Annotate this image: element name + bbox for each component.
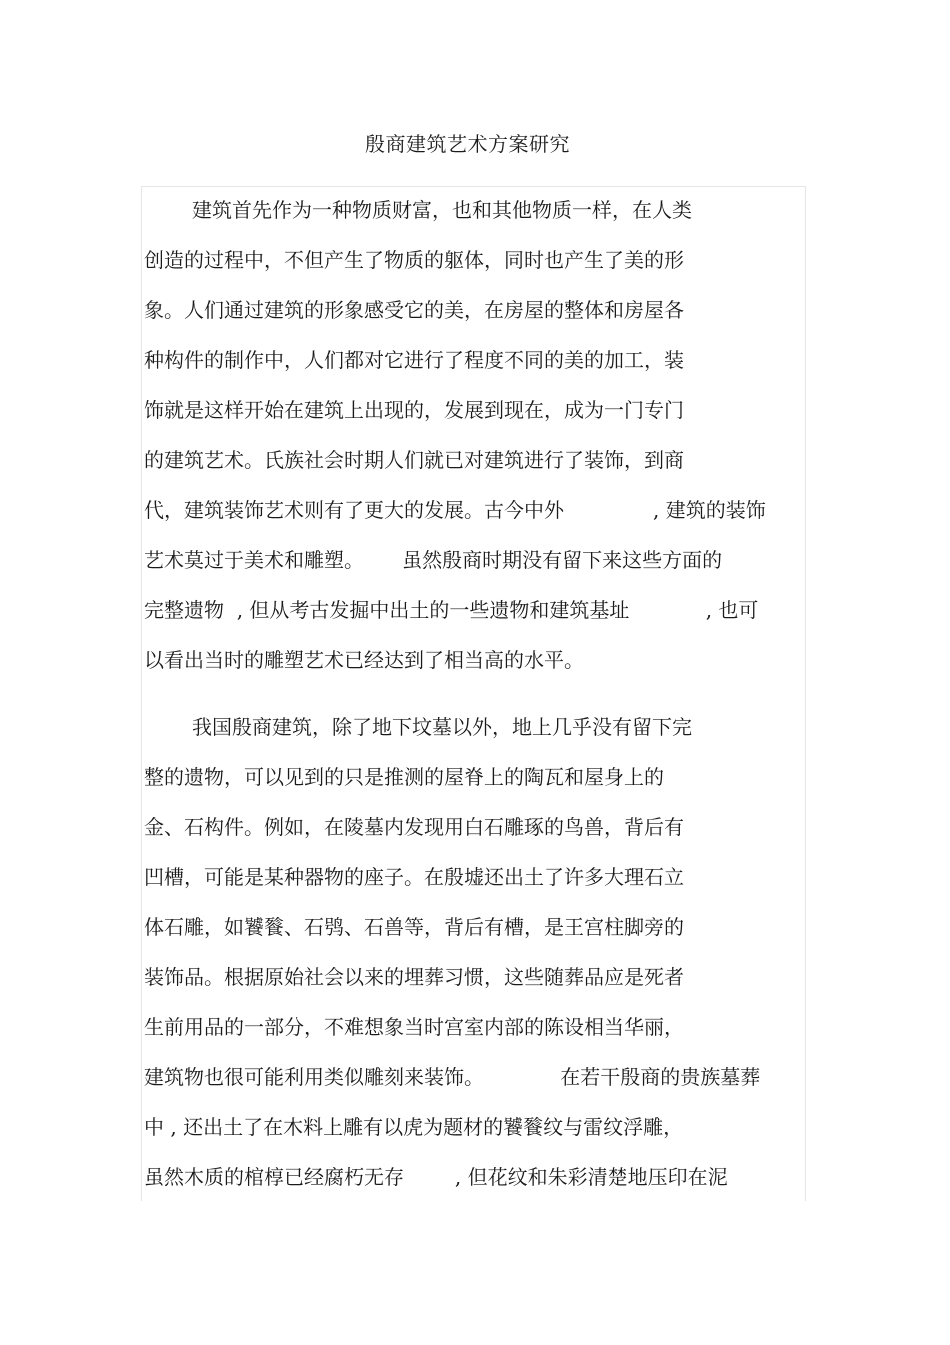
paragraph-2-line-7: 生前用品的一部分，不难想象当时宫室内部的陈设相当华丽， [144,1015,684,1039]
text-frame [141,186,806,1201]
paragraph-2-line-9: 中 , 还出土了在木料上雕有以虎为题材的饕餮纹与雷纹浮雕， [144,1115,684,1139]
paragraph-2-line-10: 虽然木质的棺椁已经腐朽无存 , 但花纹和朱彩清楚地压印在泥 [144,1165,728,1189]
paragraph-1-line-4: 种构件的制作中，人们都对它进行了程度不同的美的加工，装 [144,348,684,372]
paragraph-1-line-5: 饰就是这样开始在建筑上出现的，发展到现在，成为一门专门 [144,398,684,422]
paragraph-1-line-7: 代，建筑装饰艺术则有了更大的发展。古今中外 , 建筑的装饰 [144,498,766,522]
paragraph-2-line-1: 我国殷商建筑，除了地下坟墓以外，地上几乎没有留下完 [192,715,692,739]
paragraph-1-line-10: 以看出当时的雕塑艺术已经达到了相当高的水平。 [144,648,584,672]
paragraph-2-line-6: 装饰品。根据原始社会以来的埋葬习惯，这些随葬品应是死者 [144,965,684,989]
paragraph-1-line-8: 艺术莫过于美术和雕塑。 虽然殷商时期没有留下来这些方面的 [144,548,723,572]
document-title: 殷商建筑艺术方案研究 [365,132,570,156]
paragraph-2-line-8: 建筑物也很可能利用类似雕刻来装饰。 在若干殷商的贵族墓葬 [144,1065,761,1089]
paragraph-1-line-1: 建筑首先作为一种物质财富，也和其他物质一样，在人类 [192,198,692,222]
paragraph-2-line-5: 体石雕，如饕餮、石鸮、石兽等，背后有槽，是王宫柱脚旁的 [144,915,684,939]
paragraph-1-line-6: 的建筑艺术。氏族社会时期人们就已对建筑进行了装饰，到商 [144,448,684,472]
paragraph-2-line-3: 金、石构件。例如，在陵墓内发现用白石雕琢的鸟兽，背后有 [144,815,684,839]
paragraph-1-line-3: 象。人们通过建筑的形象感受它的美，在房屋的整体和房屋各 [144,298,684,322]
paragraph-1-line-9: 完整遗物 , 但从考古发掘中出土的一些遗物和建筑基址 , 也可 [144,598,759,622]
paragraph-2-line-4: 凹槽，可能是某种器物的座子。在殷墟还出土了许多大理石立 [144,865,684,889]
paragraph-2-line-2: 整的遗物，可以见到的只是推测的屋脊上的陶瓦和屋身上的 [144,765,664,789]
paragraph-1-line-2: 创造的过程中，不但产生了物质的躯体，同时也产生了美的形 [144,248,684,272]
